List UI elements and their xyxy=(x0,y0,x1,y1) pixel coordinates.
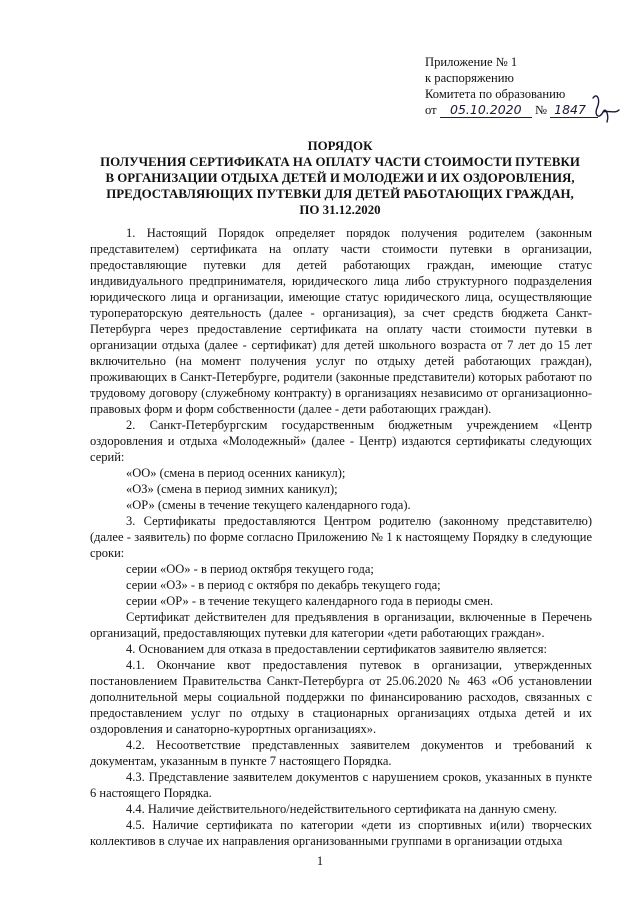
signature-icon xyxy=(587,90,623,126)
paragraph-2: 2. Санкт-Петербургским государственным бюджетным учреждением «Центр оздоровления и отдыха «Молодежный» (далее - Центр) издаются сертификаты следующих серий: xyxy=(90,418,592,464)
paragraph-4-4: 4.4. Наличие действительного/недействительного сертификата на данную смену. xyxy=(126,802,557,816)
series-item-oz: «ОЗ» (смена в период зимних каникул); xyxy=(126,482,338,496)
title-line-2: ПОЛУЧЕНИЯ СЕРТИФИКАТА НА ОПЛАТУ ЧАСТИ СТОИМОСТИ ПУТЕВКИ xyxy=(100,155,580,169)
document-body xyxy=(90,225,592,849)
document-title xyxy=(95,138,585,218)
title-line-5: ПО 31.12.2020 xyxy=(299,203,381,217)
paragraph-validity: Сертификат действителен для предъявления в организации, включенные в Перечень организаций, предоставляющих путевки для категории «дети работающих граждан». xyxy=(90,610,592,640)
appendix-line-3: Комитета по образованию xyxy=(425,87,566,101)
title-line-1: ПОРЯДОК xyxy=(307,139,373,153)
title-line-4: ПРЕДОСТАВЛЯЮЩИХ ПУТЕВКИ ДЛЯ ДЕТЕЙ РАБОТАЮЩИХ ГРАЖДАН, xyxy=(106,187,574,201)
series-item-oo: «ОО» (смена в период осенних каникул); xyxy=(126,466,346,480)
paragraph-1: 1. Настоящий Порядок определяет порядок получения родителем (законным представителем) сертификата на оплату части стоимости путевки в организации, предоставляющие путевки для детей работающих граждан, имеющие статус индивидуального предпринимателя, юридического лица либо структурного подразделения юридического лица и организации, имеющие статус юридического лица, осуществляющие туроператорскую деятельность (далее - организация), за счет средств бюджета Санкт-Петербурга через предоставление сертификата на оплату части стоимости путевки в организации отдыха (далее - сертификат) для детей школьного возраста от 7 лет до 15 лет включительно (на момент получения услуг по отдыху детей работающих граждан), проживающих в Санкт-Петербурге, родители (законные представители) которых работают по трудовому договору (служебному контракту) в организациях независимо от организационно-правовых форм и форм собственности (далее - дети работающих граждан). xyxy=(90,226,592,416)
handwritten-date: 05.10.2020 xyxy=(440,103,532,118)
term-item-oz: серии «ОЗ» - в период с октября по декабрь текущего года; xyxy=(126,578,441,592)
term-item-or: серии «ОР» - в течение текущего календарного года в периоды смен. xyxy=(126,594,494,608)
term-item-oo: серии «ОО» - в период октября текущего года; xyxy=(126,562,374,576)
paragraph-4-2: 4.2. Несоответствие представленных заявителем документов и требований к документам, указанным в пункте 7 настоящего Порядка. xyxy=(90,738,592,768)
appendix-line-2: к распоряжению xyxy=(425,71,514,85)
paragraph-4-1: 4.1. Окончание квот предоставления путевок в организации, утвержденных постановлением Правительства Санкт-Петербурга от 25.06.2020 № 463 «Об установлении дополнительной меры социальной поддержки по финансированию расходов, связанных с предоставлением услуг по отдыху в стационарных организациях отдыха детей и их оздоровления и санаторно-курортных организациях». xyxy=(90,658,592,736)
paragraph-3: 3. Сертификаты предоставляются Центром родителю (законному представителю) (далее - заявитель) по форме согласно Приложению № 1 к настоящему Порядку в следующие сроки: xyxy=(90,514,592,560)
date-prefix: от xyxy=(425,103,437,117)
title-line-3: В ОРГАНИЗАЦИИ ОТДЫХА ДЕТЕЙ И МОЛОДЕЖИ И ИХ ОЗДОРОВЛЕНИЯ, xyxy=(105,171,575,185)
series-item-or: «ОР» (смены в течение текущего календарного года). xyxy=(126,498,411,512)
paragraph-4-5: 4.5. Наличие сертификата по категории «дети из спортивных и(или) творческих коллективов в случае их направления организованными группами в организации отдыха xyxy=(90,818,592,848)
number-prefix: № xyxy=(534,103,547,117)
paragraph-4: 4. Основанием для отказа в предоставлении сертификатов заявителю является: xyxy=(126,642,547,656)
page-number: 1 xyxy=(316,854,324,868)
handwritten-number: 1847 xyxy=(550,103,598,118)
appendix-line-1: Приложение № 1 xyxy=(425,55,518,69)
paragraph-4-3: 4.3. Представление заявителем документов с нарушением сроков, указанных в пункте 6 настоящего Порядка. xyxy=(90,770,592,800)
